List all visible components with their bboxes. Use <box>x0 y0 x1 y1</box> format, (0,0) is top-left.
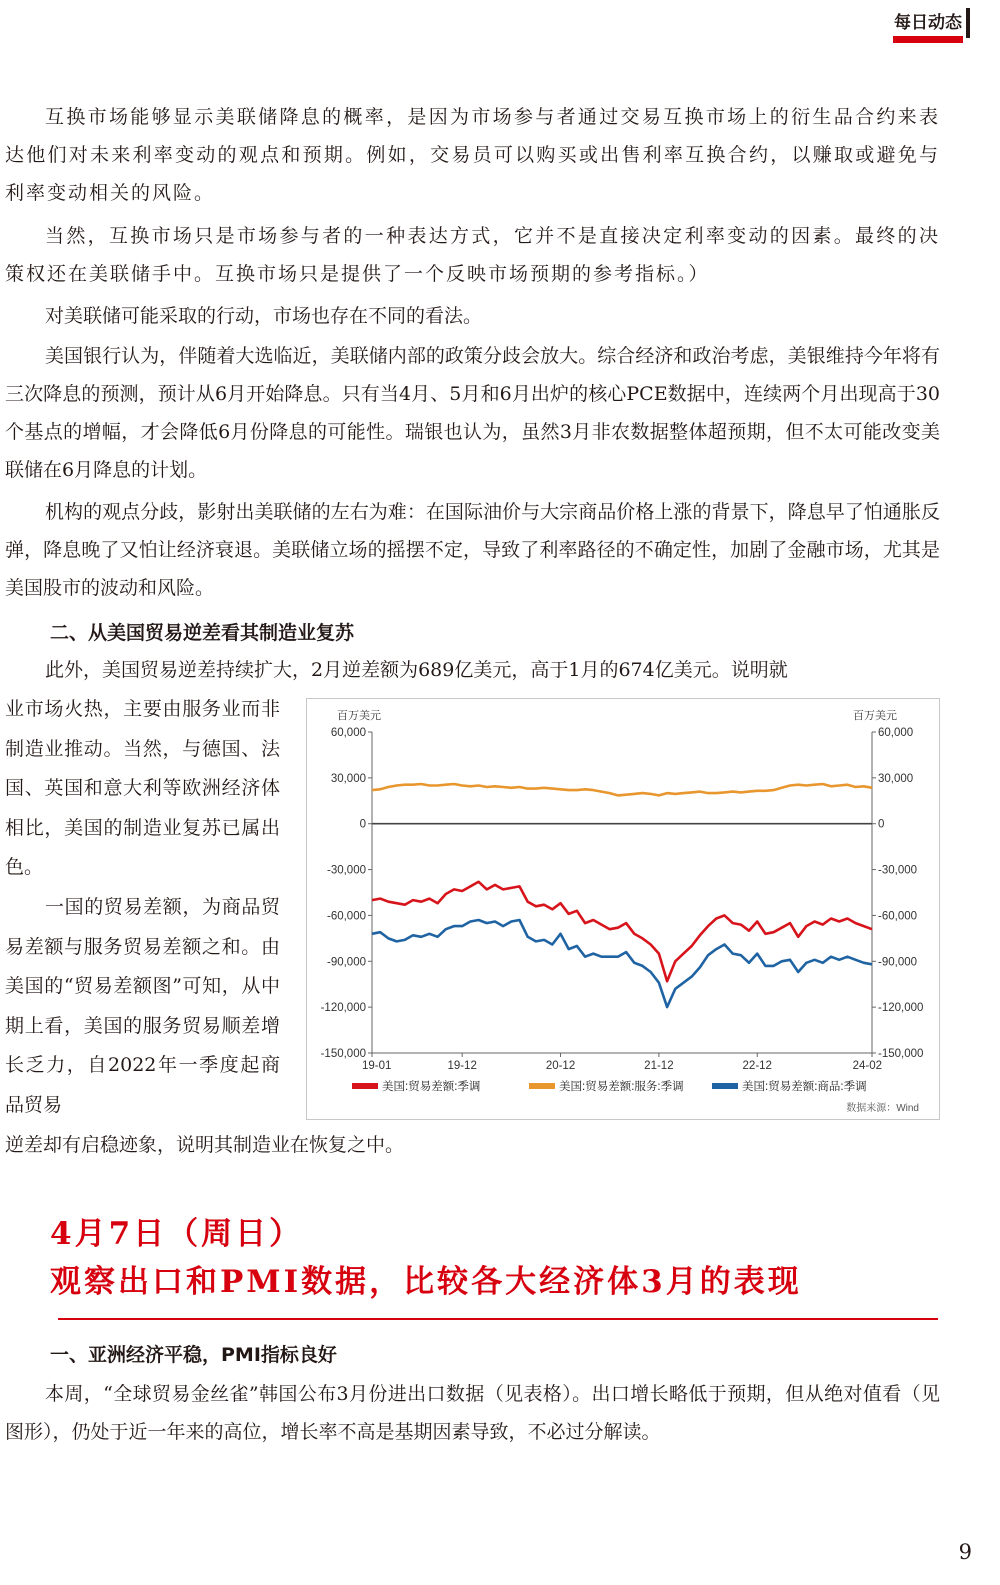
y-tick-label-right: -90,000 <box>878 956 918 969</box>
paragraph-trade-balance-wrap: 一国的贸易差额，为商品贸易差额与服务贸易差额之和。由美国的“贸易差额图”可知，从中期上看，美国的服务贸易顺差增长乏力，自2022年一季度起商品贸易 <box>5 896 280 1116</box>
data-source: 数据来源：Wind <box>846 1103 919 1114</box>
legend-label-3: 美国:贸易差额:商品:季调 <box>742 1081 867 1093</box>
section-heading-trade-deficit: 二、从美国贸易逆差看其制造业复苏 <box>50 622 355 644</box>
date-heading: 4月7日（周日） <box>50 1216 304 1252</box>
header-red-underline <box>893 36 963 43</box>
y-tick-label-left: -30,000 <box>326 864 366 877</box>
date-subtitle: 观察出口和PMI数据，比较各大经济体3月的表现 <box>50 1264 802 1300</box>
paragraph-trade-deficit-wrap: 业市场火热，主要由服务业而非制造业推动。当然，与德国、法国、英国和意大利等欧洲经济体相比，美国的制造业复苏已属出色。 <box>5 698 280 879</box>
y-tick-label-right: -60,000 <box>878 910 918 923</box>
paragraph-swap-note: 当然，互换市场只是市场参与者的一种表达方式，它并不是直接决定利率变动的因素。最终的决策权还在美联储手中。互换市场只是提供了一个反映市场预期的参考指标。） <box>5 225 940 285</box>
y-tick-label-right: 60,000 <box>878 727 914 739</box>
paragraph-swap-market: 互换市场能够显示美联储降息的概率，是因为市场参与者通过交易互换市场上的衍生品合约来表达他们对未来利率变动的观点和预期。例如，交易员可以购买或出售利率互换合约，以赚取或避免与利率变动相关的风险。 <box>5 106 940 204</box>
x-tick-label: 22-12 <box>742 1060 772 1072</box>
y-tick-label-left: 60,000 <box>330 727 366 739</box>
section-heading-asia: 一、亚洲经济平稳，PMI指标良好 <box>50 1344 337 1366</box>
x-tick-label: 19-01 <box>362 1060 392 1072</box>
series-line-1 <box>372 882 872 981</box>
x-tick-label: 19-12 <box>447 1060 477 1072</box>
y-tick-label-left: -150,000 <box>320 1048 366 1060</box>
y-tick-label-right: -120,000 <box>878 1002 924 1015</box>
legend-label-2: 美国:贸易差额:服务:季调 <box>559 1081 684 1093</box>
x-tick-label: 20-12 <box>545 1060 576 1072</box>
y-tick-label-right: -30,000 <box>878 864 918 877</box>
paragraph-trade-balance-end: 逆差却有启稳迹象，说明其制造业在恢复之中。 <box>5 1134 405 1156</box>
paragraph-bofa-ubs: 美国银行认为，伴随着大选临近，美联储内部的政策分歧会放大。综合经济和政治考虑，美银维持今年将有三次降息的预测，预计从6月开始降息。只有当4月、5月和6月出炉的核心PCE数据中，连续两个月出现高于30个基点的增幅，才会降低6月份降息的可能性。瑞银也认为，虽然3月非农数据整体超预期，但不太可能改变美联储在6月降息的计划。 <box>5 345 940 481</box>
y-tick-label-right: -150,000 <box>878 1048 924 1060</box>
x-tick-label: 24-02 <box>852 1060 882 1072</box>
legend-swatch-1 <box>352 1083 378 1089</box>
red-divider <box>58 1318 938 1320</box>
page-number: 9 <box>958 1540 972 1564</box>
y-tick-label-left: -120,000 <box>320 1002 366 1015</box>
y-tick-label-left: -90,000 <box>326 956 366 969</box>
header-bar <box>966 8 970 38</box>
paragraph-market-views: 对美联储可能采取的行动，市场也存在不同的看法。 <box>45 305 483 327</box>
chart-svg <box>307 699 939 1119</box>
y-unit-left: 百万美元 <box>337 710 381 722</box>
section-label: 每日动态 <box>894 13 962 33</box>
legend-swatch-2 <box>529 1083 555 1089</box>
paragraph-divergence: 机构的观点分歧，影射出美联储的左右为难：在国际油价与大宗商品价格上涨的背景下，降息早了怕通胀反弹，降息晚了又怕让经济衰退。美联储立场的摇摆不定，导致了利率路径的不确定性，加剧了金融市场，尤其是美国股市的波动和风险。 <box>5 501 940 599</box>
series-line-2 <box>372 784 872 795</box>
paragraph-trade-deficit-line1: 此外，美国贸易逆差持续扩大，2月逆差额为689亿美元，高于1月的674亿美元。说明就 <box>45 659 788 681</box>
y-unit-right: 百万美元 <box>853 710 897 722</box>
paragraph-korea-exports: 本周，“全球贸易金丝雀”韩国公布3月份进出口数据（见表格）。出口增长略低于预期，但从绝对值看（见图形），仍处于近一年来的高位，增长率不高是基期因素导致，不必过分解读。 <box>5 1383 940 1443</box>
y-tick-label-right: 0 <box>878 818 885 831</box>
y-tick-label-left: 0 <box>359 818 366 831</box>
legend-label-1: 美国:贸易差额:季调 <box>382 1081 481 1093</box>
y-tick-label-right: 30,000 <box>878 772 914 785</box>
trade-balance-chart <box>306 698 940 1120</box>
x-tick-label: 21-12 <box>644 1060 674 1072</box>
y-tick-label-left: -60,000 <box>326 910 366 923</box>
legend-swatch-3 <box>712 1083 738 1089</box>
y-tick-label-left: 30,000 <box>330 772 366 785</box>
